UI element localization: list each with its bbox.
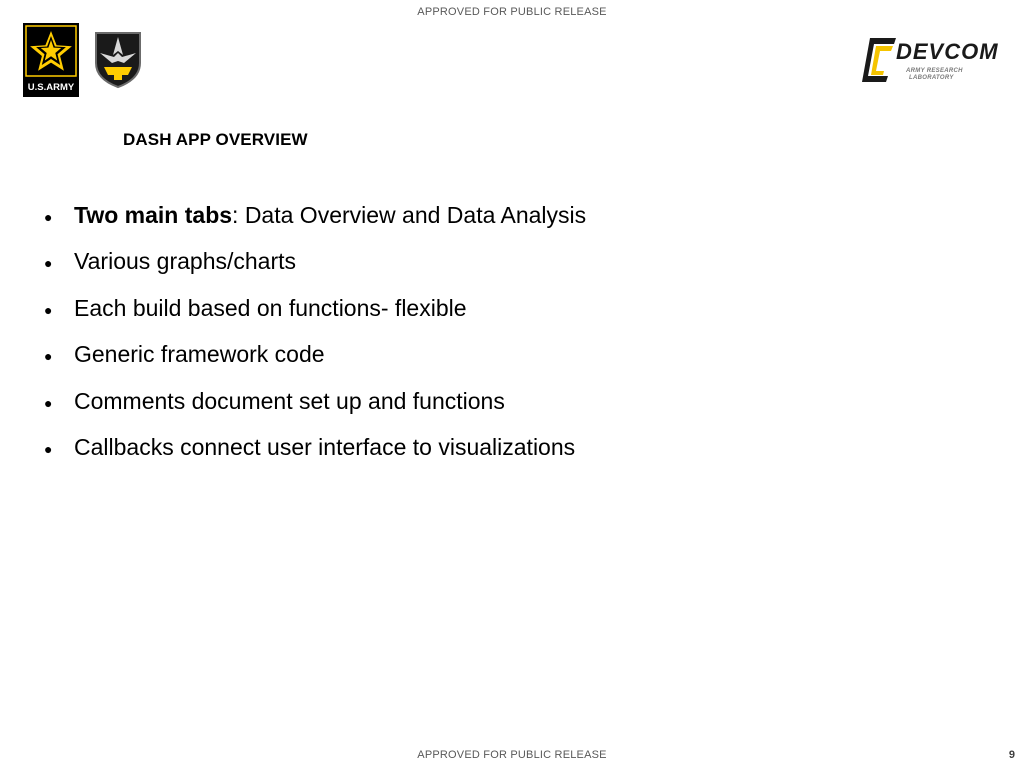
top-classification-banner: APPROVED FOR PUBLIC RELEASE [417, 6, 607, 18]
bullet-dot-icon: ● [44, 440, 53, 457]
devcom-subtitle-line1: ARMY RESEARCH [906, 68, 963, 74]
devcom-wordmark: DEVCOM [896, 39, 999, 64]
bullet-dot-icon: ● [44, 394, 53, 411]
devcom-bracket-icon [860, 35, 900, 85]
bullet-dot-icon: ● [44, 348, 53, 365]
bullet-dot-icon: ● [44, 301, 53, 318]
us-army-logo [23, 23, 79, 97]
bullet-text: Each build based on functions- flexible [74, 294, 467, 321]
slide-title: DASH APP OVERVIEW [123, 130, 308, 149]
bullet-body-text: : Data Overview and Data Analysis [232, 202, 587, 228]
bullet-bold-text: Two main tabs [74, 202, 233, 228]
bullet-text [74, 199, 586, 231]
devcom-subtitle-line2: LABORATORY [909, 75, 954, 81]
devcom-arl-logo [860, 35, 1002, 85]
bullet-text: Comments document set up and functions [74, 387, 505, 414]
bullet-text: Generic framework code [74, 341, 325, 368]
devcom-subtitle [906, 68, 963, 82]
bullet-dot-icon: ● [44, 209, 53, 225]
bullet-text: Callbacks connect user interface to visualizations [74, 433, 576, 460]
bullet-text: Various graphs/charts [74, 248, 297, 275]
page-number: 9 [1008, 749, 1015, 761]
army-futures-command-shield-icon [94, 29, 142, 89]
bottom-classification-banner: APPROVED FOR PUBLIC RELEASE [417, 749, 607, 761]
army-logo-text: U.S.ARMY [27, 82, 75, 93]
bullet-dot-icon: ● [44, 255, 53, 272]
